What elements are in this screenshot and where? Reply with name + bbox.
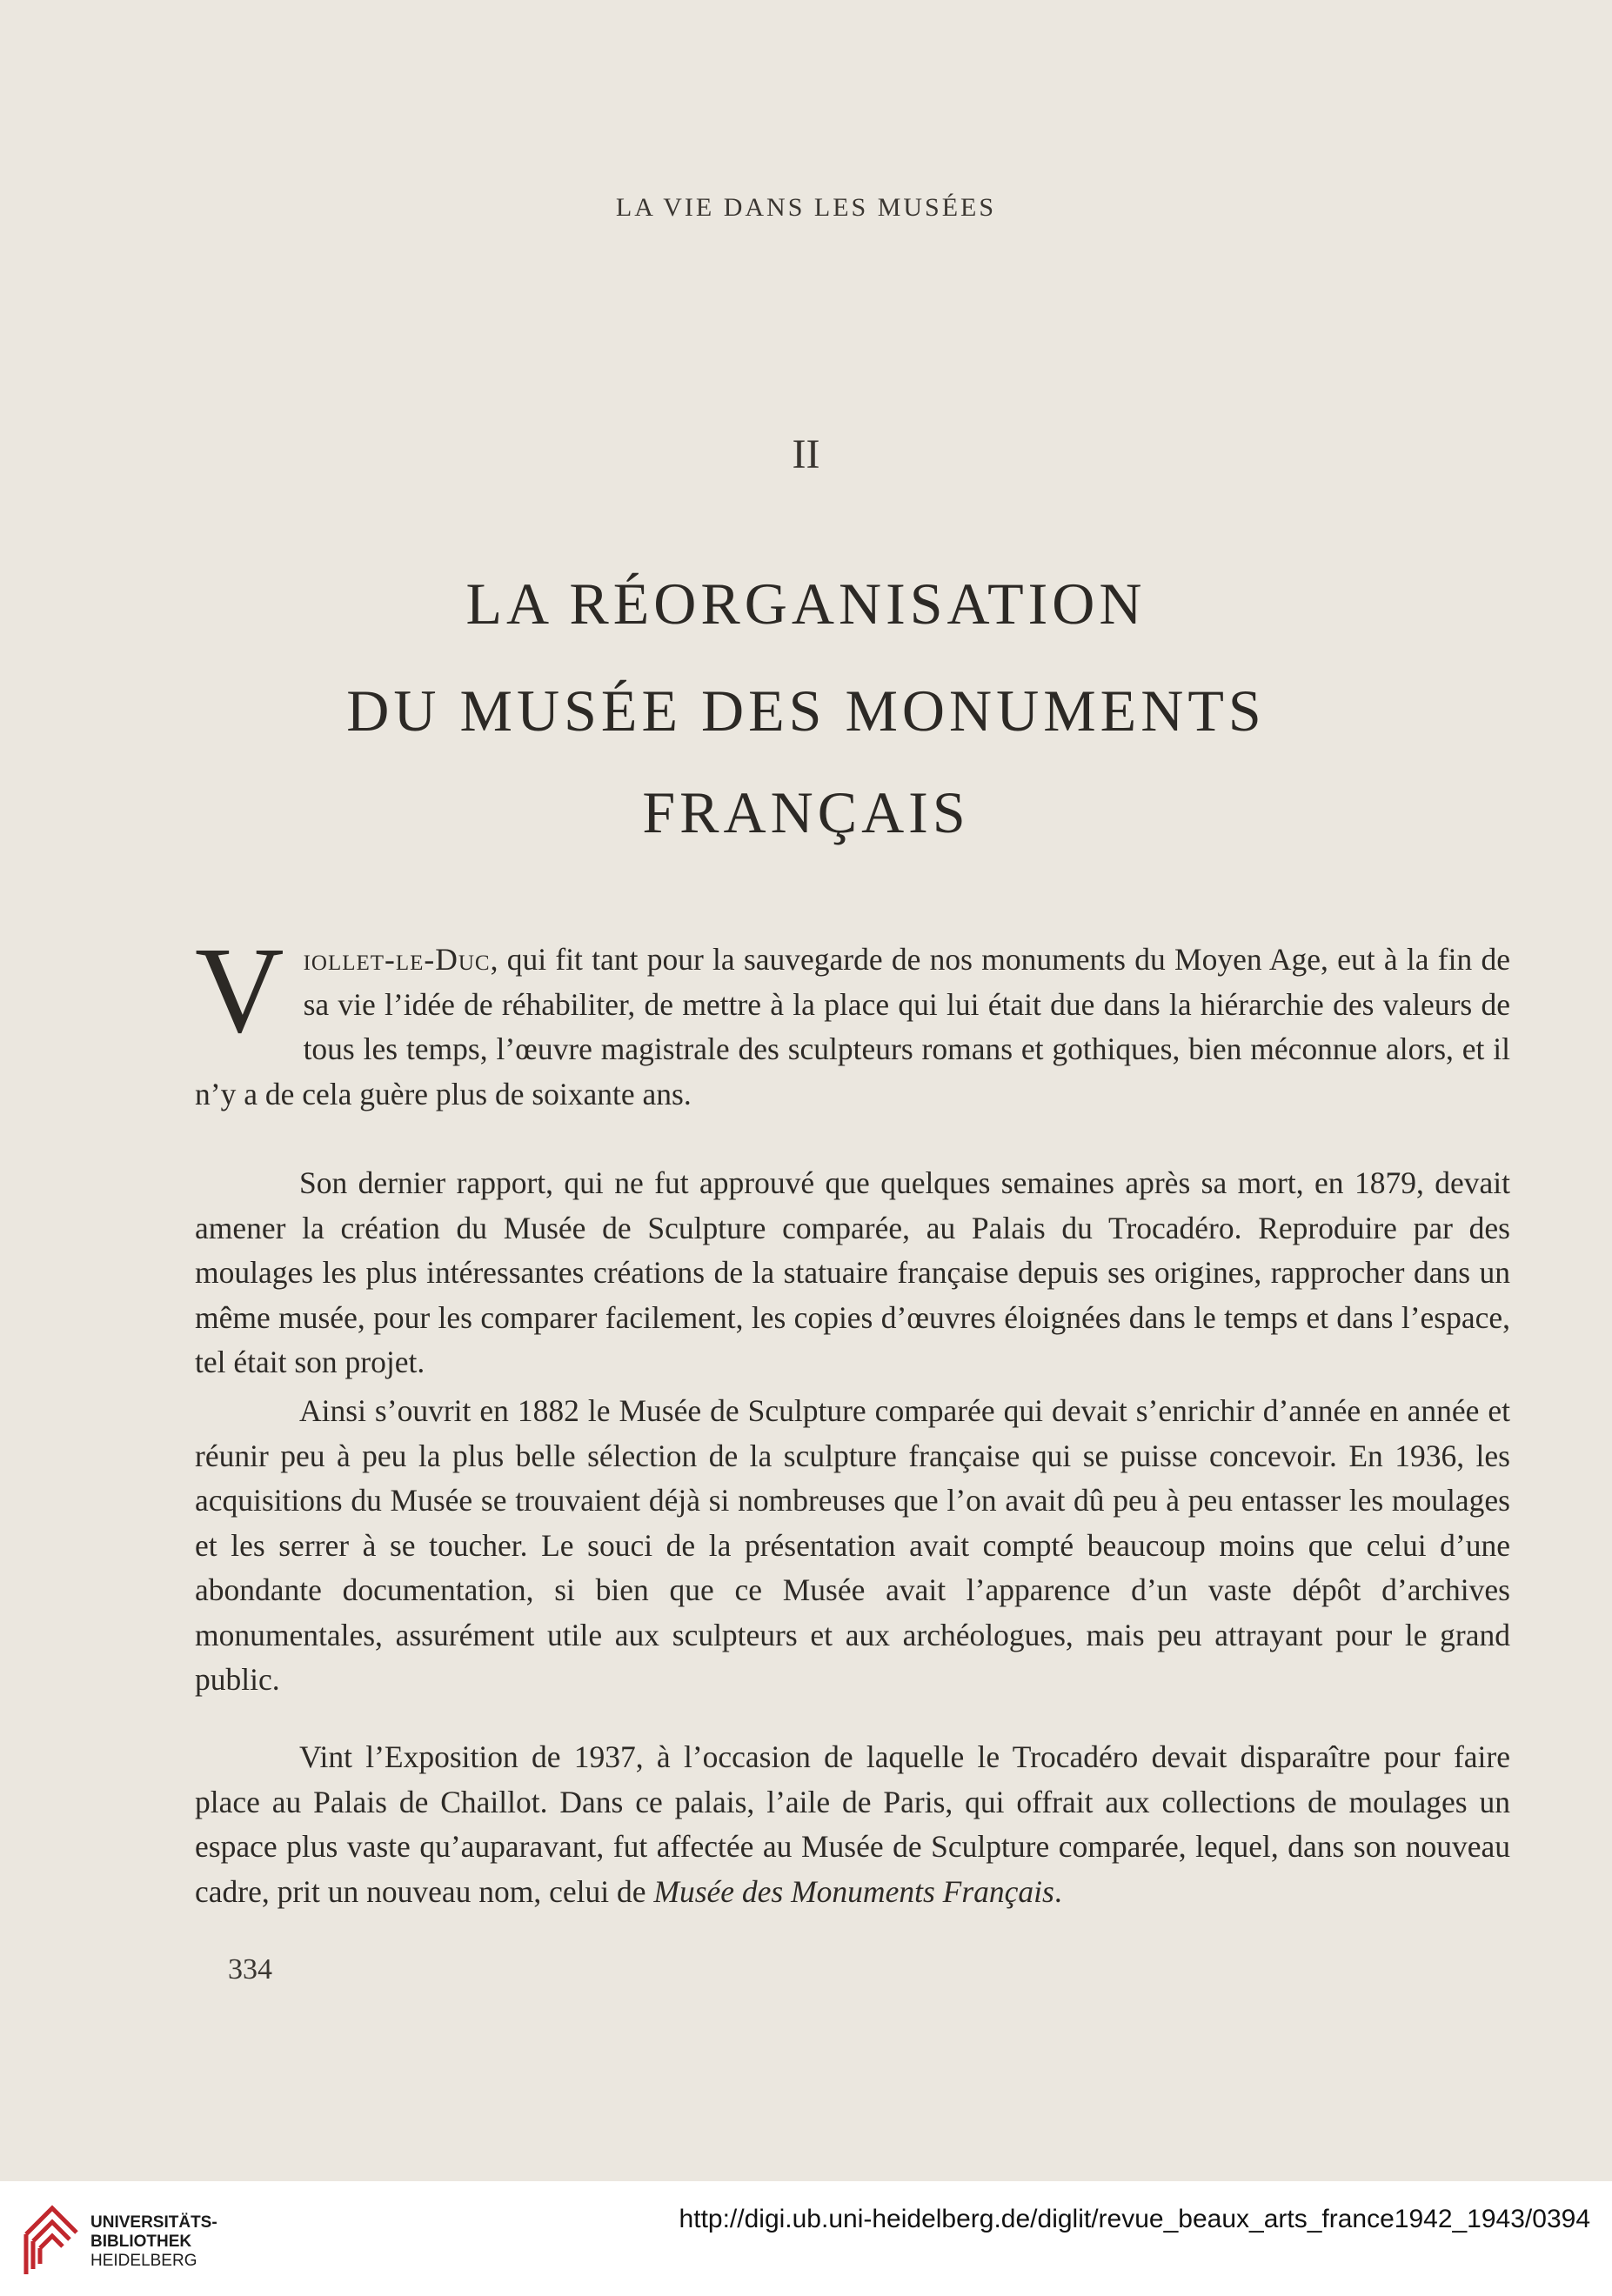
running-head: LA VIE DANS LES MUSÉES	[615, 193, 997, 222]
article-title-line-1: LA RÉORGANISATION	[465, 571, 1147, 637]
ub-heidelberg-logo-icon	[19, 2196, 82, 2279]
paragraph-2	[195, 1161, 1510, 1385]
page-number: 334	[228, 1953, 272, 1986]
paragraph-1	[195, 921, 1510, 1117]
paragraph-4-text: Vint l’Exposition de 1937, à l’occasion de laquelle le Trocadéro devait disparaître pour faire place au Palais de Chaillot. Dans ce palais, l’aile de Paris, qui offrait aux collections de moulages un espace plus vaste qu’auparavant, fut affectée au Musée de Sculpture comparée, lequel, dans son nouveau cadre, prit un nouveau nom, celui de	[195, 1739, 1510, 1909]
museum-name-italic: Musée des Monuments Français	[653, 1873, 1054, 1909]
lead-in-smallcaps: iollet-le-Duc	[303, 942, 491, 977]
paragraph-4-end: .	[1053, 1873, 1062, 1909]
paragraph-4	[195, 1735, 1510, 1914]
section-number: II	[792, 431, 820, 477]
article-title-line-2: DU MUSÉE DES MONUMENTS	[346, 677, 1266, 744]
library-footer	[0, 2181, 1612, 2296]
source-url-link[interactable]: http://digi.ub.uni-heidelberg.de/diglit/revue_beaux_arts_france1942_1943/0394	[679, 2205, 1590, 2233]
library-name-line-2: BIBLIOTHEK	[90, 2233, 192, 2251]
paragraph-2-text: Son dernier rapport, qui ne fut approuvé que quelques semaines après sa mort, en 1879, devait amener la création du Musée de Sculpture comparée, au Palais du Trocadéro. Reproduire par des moulages les plus intéressantes créations de la statuaire française depuis ses origines, rapprocher dans un même musée, pour les comparer facilement, les copies d’œuvres éloignées dans le temps et dans l’espace, tel était son projet.	[195, 1165, 1510, 1379]
drop-cap: V	[195, 921, 284, 1058]
library-name-line-1: UNIVERSITÄTS-	[90, 2213, 217, 2232]
paragraph-1-text: , qui fit tant pour la sauvegarde de nos monuments du Moyen Age, eut à la fin de sa vie l’idée de réhabiliter, de mettre à la place qui lui était due dans la hiérarchie des valeurs de tous les temps, l’œuvre magistrale des sculpteurs romans et gothiques, bien méconnue alors, et il n’y a de cela guère plus de soixante ans.	[195, 942, 1510, 1111]
library-name-line-3: HEIDELBERG	[90, 2252, 197, 2270]
article-title-line-3: FRANÇAIS	[642, 779, 970, 845]
paragraph-3-text: Ainsi s’ouvrit en 1882 le Musée de Sculpture comparée qui devait s’enrichir d’année en année et réunir peu à peu la plus belle sélection de la sculpture française qui se puisse concevoir. En 1936, les acquisitions du Musée se trouvaient déjà si nombreuses que l’on avait dû peu à peu entasser les moulages et les serrer à se toucher. Le souci de la présentation avait compté beaucoup moins que celui d’une abondante documentation, si bien que ce Musée avait l’apparence d’un vaste dépôt d’archives monumentales, assurément utile aux sculpteurs et aux archéologues, mais peu attrayant pour le grand public.	[195, 1393, 1510, 1697]
paragraph-3	[195, 1389, 1510, 1703]
